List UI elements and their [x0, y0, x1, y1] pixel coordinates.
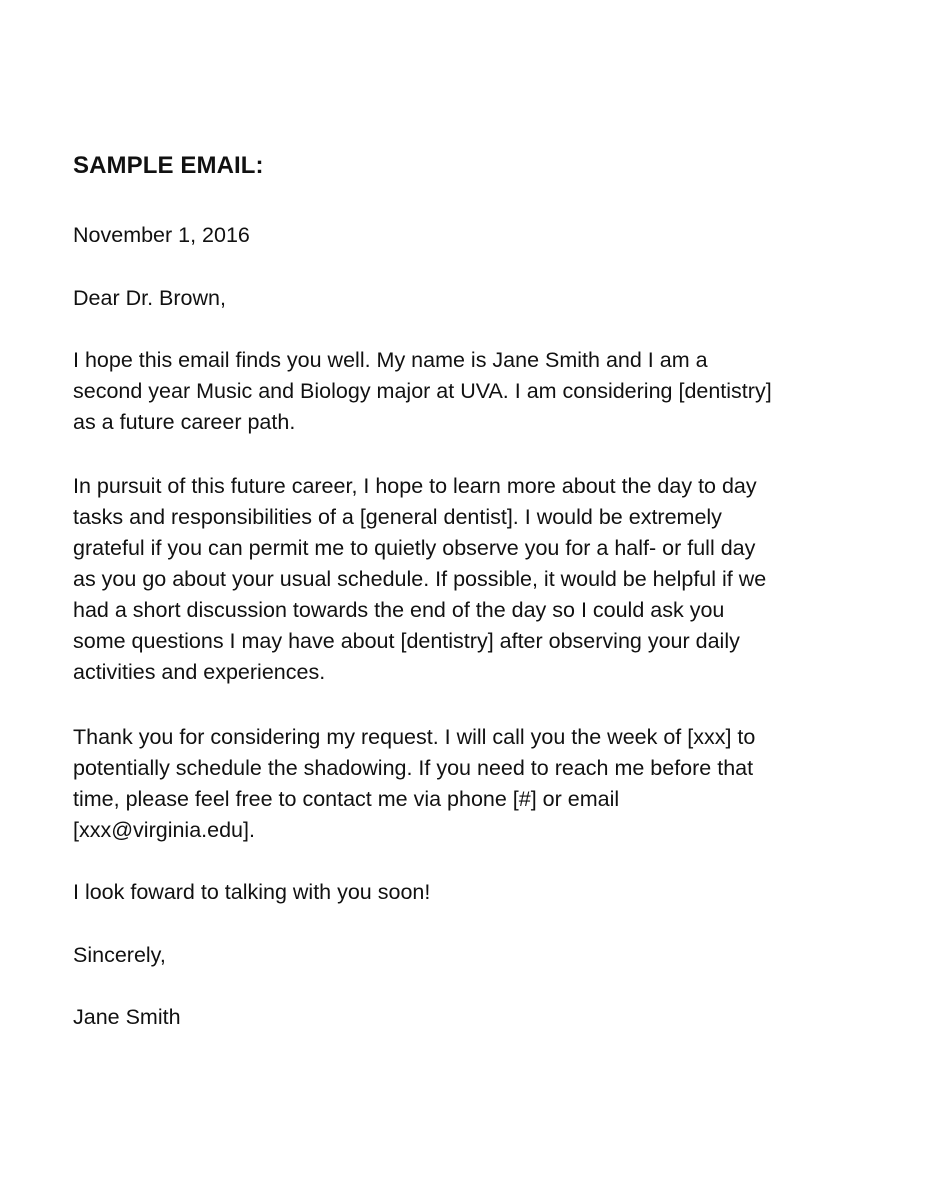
letter-signature: Jane Smith — [73, 1005, 181, 1029]
document-heading: SAMPLE EMAIL: — [73, 152, 264, 179]
letter-salutation: Dear Dr. Brown, — [73, 286, 226, 310]
letter-paragraph-thanks: Thank you for considering my request. I will call you the week of [xxx] to potentially schedule the shadowing. If you need to reach me before that time, please feel free to contact me via phone [#] or email [xxx@virginia.edu]. — [73, 725, 756, 842]
letter-paragraph-request: In pursuit of this future career, I hope to learn more about the day to day tasks and responsibilities of a [general dentist]. I would be extremely grateful if you can permit me to quietly observe you for a half- or full day as you go about your usual schedule. If possible, it would be helpful if we had a short discussion towards the end of the day so I could ask you some questions I may have about [dentistry] after observing your daily activities and experiences. — [73, 474, 767, 684]
letter-sign-off: Sincerely, — [73, 943, 166, 967]
letter-closing-line: I look foward to talking with you soon! — [73, 880, 431, 904]
letter-paragraph-intro: I hope this email finds you well. My name is Jane Smith and I am a second year Music and Biology major at UVA. I am considering [dentistry] as a future career path. — [73, 348, 772, 434]
letter-date: November 1, 2016 — [73, 223, 250, 247]
